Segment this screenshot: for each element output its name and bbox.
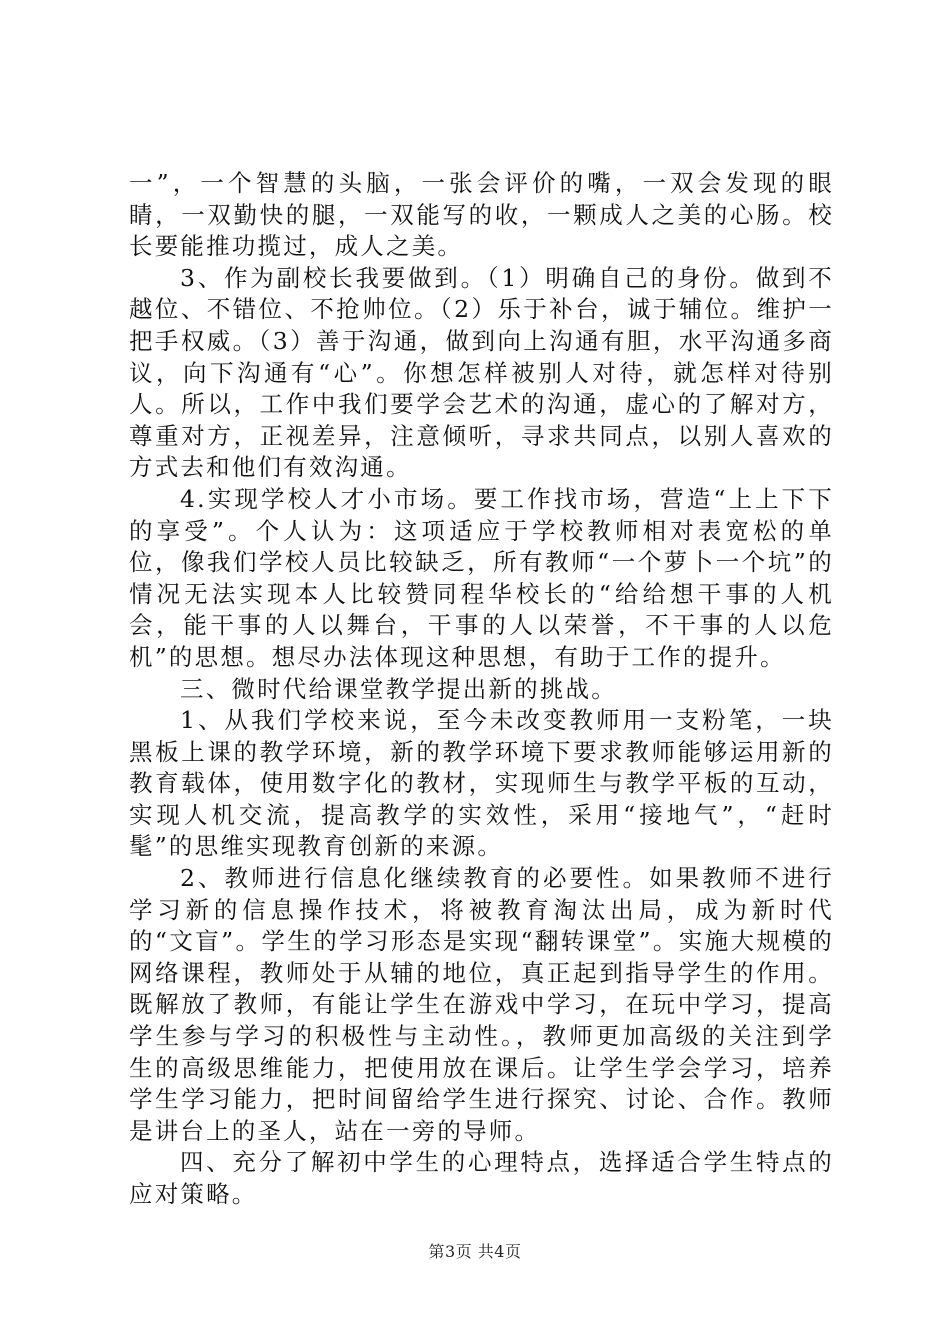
paragraph-talent-market: 4.实现学校人才小市场。要工作找市场，营造“上上下下的享受”。个人认为：这项适应于学校教师相对表宽松的单位，像我们学校人员比较缺乏，所有教师“一个萝卜一个坑”的情况无法实现本人比较赞同程华校长的“给给想干事的人机会，能干事的人以舞台，干事的人以荣誉，不干事的人以危机”的思想。想尽办法体现这种思想，有助于工作的提升。 [129,484,834,671]
section-heading-student-psychology: 四、充分了解初中学生的心理特点，选择适合学生特点的应对策略。 [129,1148,834,1208]
paragraph-teaching-environment: 1、从我们学校来说，至今未改变教师用一支粉笔，一块黑板上课的教学环境，新的教学环境下要求教师能够运用新的教育载体，使用数字化的教材，实现师生与教学平板的互动，实现人机交流，提高教学的实效性，采用“接地气”，“赶时髦”的思维实现教育创新的来源。 [129,706,834,861]
paragraph-teacher-it-education: 2、教师进行信息化继续教育的必要性。如果教师不进行学习新的信息操作技术，将被教育淘汰出局，成为新时代的“文盲”。学生的学习形态是实现“翻转课堂”。实施大规模的网络课程，教师处于从辅的地位，真正起到指导学生的作用。既解放了教师，有能让学生在游戏中学习，在玩中学习，提高学生参与学习的积极性与主动性。，教师更加高级的关注到学生的高级思维能力，把使用放在课后。让学生学会学习，培养学生学习能力，把时间留给学生进行探究、讨论、合作。教师是讲台上的圣人，站在一旁的导师。 [129,864,834,1145]
page-number-footer: 第3页 共4页 [428,1242,522,1261]
section-heading-micro-era: 三、微时代给课堂教学提出新的挑战。 [180,674,617,703]
document-body [129,168,834,1211]
paragraph-continuation: 一”，一个智慧的头脑，一张会评价的嘴，一双会发现的眼睛，一双勤快的腿，一双能写的收，一颗成人之美的心肠。校长要能推功揽过，成人之美。 [129,169,834,261]
paragraph-vice-principal-duties: 3、作为副校长我要做到。（1）明确自己的身份。做到不越位、不错位、不抢帅位。（2）乐于补台，诚于辅位。维护一把手权威。（3）善于沟通，做到向上沟通有胆，水平沟通多商议，向下沟通有“心”。你想怎样被别人对待，就怎样对待别人。所以，工作中我们要学会艺术的沟通，虚心的了解对方，尊重对方，正视差异，注意倾听，寻求共同点，以别人喜欢的方式去和他们有效沟通。 [129,263,834,482]
